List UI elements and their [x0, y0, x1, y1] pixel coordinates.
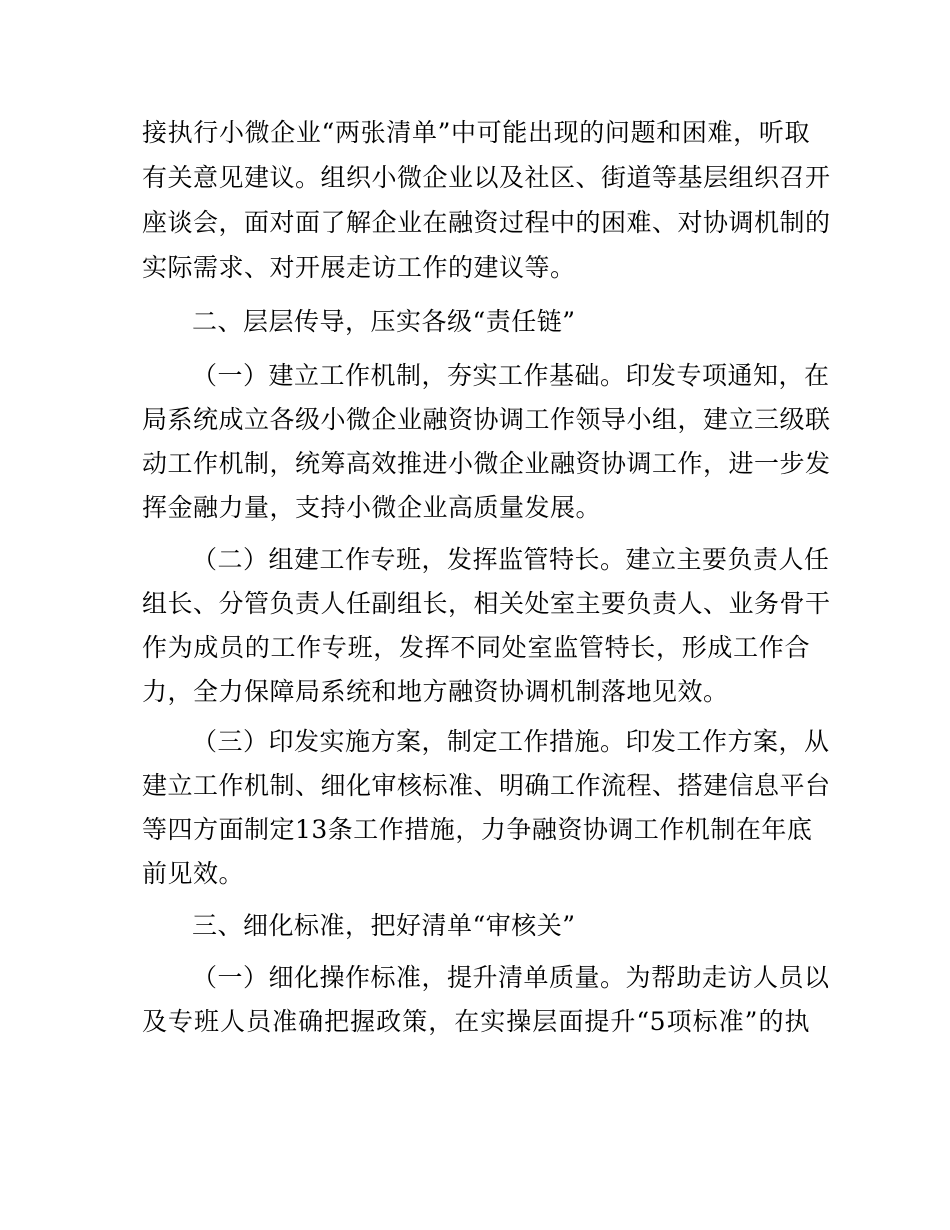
body-text-line: 力，全力保障局系统和地方融资协调机制落地见效。: [142, 677, 729, 706]
body-text-line: 作为成员的工作专班，发挥不同处室监管特长，形成工作合: [142, 633, 810, 662]
paragraph-heading-line: （一）建立工作机制，夯实工作基础。印发专项通知，在: [192, 361, 830, 390]
paragraph-heading-line: （三）印发实施方案，制定工作措施。印发工作方案，从: [192, 727, 830, 756]
body-text-line: 等四方面制定13条工作措施，力争融资协调工作机制在年底: [142, 815, 813, 844]
paragraph-heading-line: （二）组建工作专班，发挥监管特长。建立主要负责人任: [192, 545, 830, 574]
body-text-line: 组长、分管负责人任副组长，相关处室主要负责人、业务骨干: [142, 589, 831, 618]
body-text-line: 局系统成立各级小微企业融资协调工作领导小组，建立三级联: [142, 405, 831, 434]
body-text-line: 前见效。: [142, 859, 245, 888]
body-text-line: 实际需求、对开展走访工作的建议等。: [142, 253, 576, 282]
section-heading: 二、层层传导，压实各级“责任链”: [192, 307, 576, 336]
body-text-line: 挥金融力量，支持小微企业高质量发展。: [142, 493, 602, 522]
body-text-line: 有关意见建议。组织小微企业以及社区、街道等基层组织召开: [142, 163, 831, 192]
section-heading: 三、细化标准，把好清单“审核关”: [192, 911, 576, 940]
body-text-line: 接执行小微企业“两张清单”中可能出现的问题和困难，听取: [142, 118, 810, 147]
body-text-line: 座谈会，面对面了解企业在融资过程中的困难、对协调机制的: [142, 208, 831, 237]
paragraph-heading-line: （一）细化操作标准，提升清单质量。为帮助走访人员以: [192, 963, 830, 992]
body-text-line: 动工作机制，统筹高效推进小微企业融资协调工作，进一步发: [142, 449, 831, 478]
body-text-line: 及专班人员准确把握政策，在实操层面提升“5项标准”的执: [142, 1007, 810, 1036]
body-text-line: 建立工作机制、细化审核标准、明确工作流程、搭建信息平台: [142, 771, 831, 800]
